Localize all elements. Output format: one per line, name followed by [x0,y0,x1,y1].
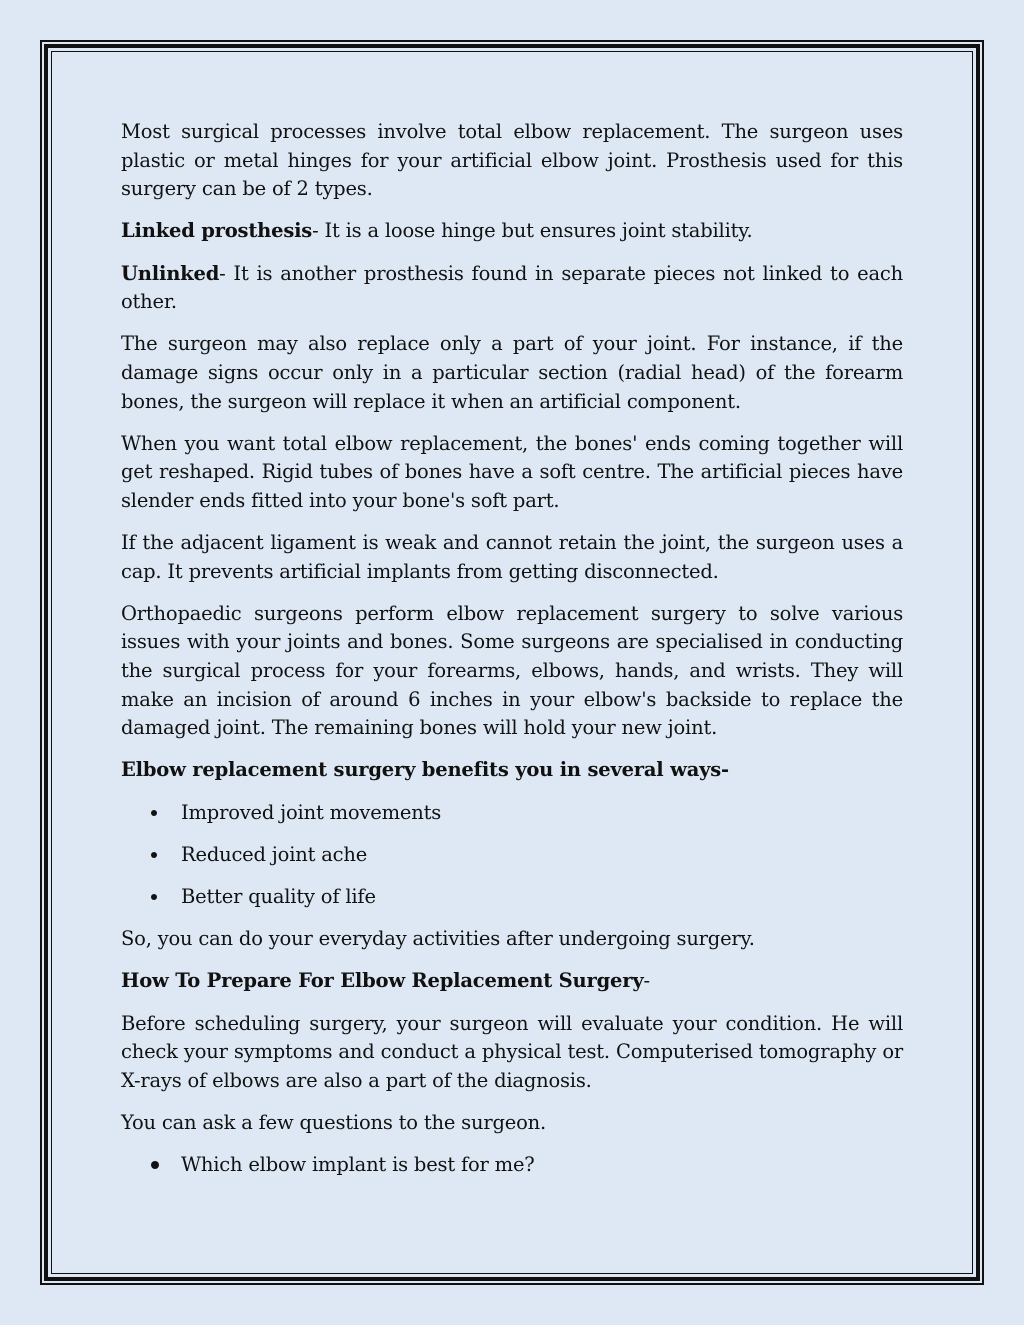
bullet-icon [151,1161,159,1169]
linked-prosthesis-paragraph [121,217,903,246]
partial-replacement-paragraph: The surgeon may also replace only a part of your joint. For instance, if the damage signs occur only in a particular section (radial head) of the forearm bones, the surgeon will replace it when an artificial component. [121,332,903,413]
bullet-icon [151,852,157,858]
evaluation-paragraph: Before scheduling surgery, your surgeon will evaluate your condition. He will check your symptoms and conduct a physical test. Computerised tomography or X-rays of elbows are also a part of the diagnosis. [121,1011,903,1092]
bullet-icon [151,894,157,900]
questions-list [121,1151,903,1180]
benefits-conclusion: So, you can do your everyday activities after undergoing surgery. [121,927,755,951]
unlinked-term: Unlinked [121,261,220,285]
benefits-heading: Elbow replacement surgery benefits you in several ways- [121,758,729,782]
linked-prosthesis-term: Linked prosthesis [121,219,313,243]
list-item [121,799,903,828]
ligament-paragraph: If the adjacent ligament is weak and cannot retain the joint, the surgeon uses a cap. It prevents artificial implants from getting disconnected. [121,531,903,583]
prepare-heading [121,967,903,996]
list-item [121,883,903,912]
linked-prosthesis-text: - It is a loose hinge but ensures joint stability. [312,219,753,243]
bullet-icon [151,810,157,816]
document-body [121,118,903,1193]
intro-paragraph: Most surgical processes involve total elbow replacement. The surgeon uses plastic or metal hinges for your artificial elbow joint. Prosthesis used for this surgery can be of 2 types. [121,120,903,201]
benefit-item-text: Reduced joint ache [181,842,368,866]
questions-intro: You can ask a few questions to the surgeon. [121,1110,546,1134]
unlinked-text: - It is another prosthesis found in separate pieces not linked to each other. [121,261,903,314]
benefit-item-text: Improved joint movements [181,800,442,824]
benefit-item-text: Better quality of life [181,885,376,908]
prepare-heading-suffix: - [643,969,650,993]
unlinked-paragraph [121,260,903,317]
orthopaedic-surgeons-paragraph: Orthopaedic surgeons perform elbow replacement surgery to solve various issues with your joints and bones. Some surgeons are specialised in conducting the surgical process for your forearms, elbows, hands, and wrists. They will make an incision of around 6 inches in your elbow's backside to replace the damaged joint. The remaining bones will hold your new joint. [121,601,903,740]
total-replacement-paragraph: When you want total elbow replacement, the bones' ends coming together will get reshaped. Rigid tubes of bones have a soft centre. The artificial pieces have slender ends fitted into your bone's soft part. [121,431,903,512]
list-item [121,841,903,870]
benefits-list [121,799,903,912]
prepare-heading-text: How To Prepare For Elbow Replacement Surgery [121,969,644,993]
list-item [121,1151,903,1180]
question-item-text: Which elbow implant is best for me? [181,1153,535,1177]
